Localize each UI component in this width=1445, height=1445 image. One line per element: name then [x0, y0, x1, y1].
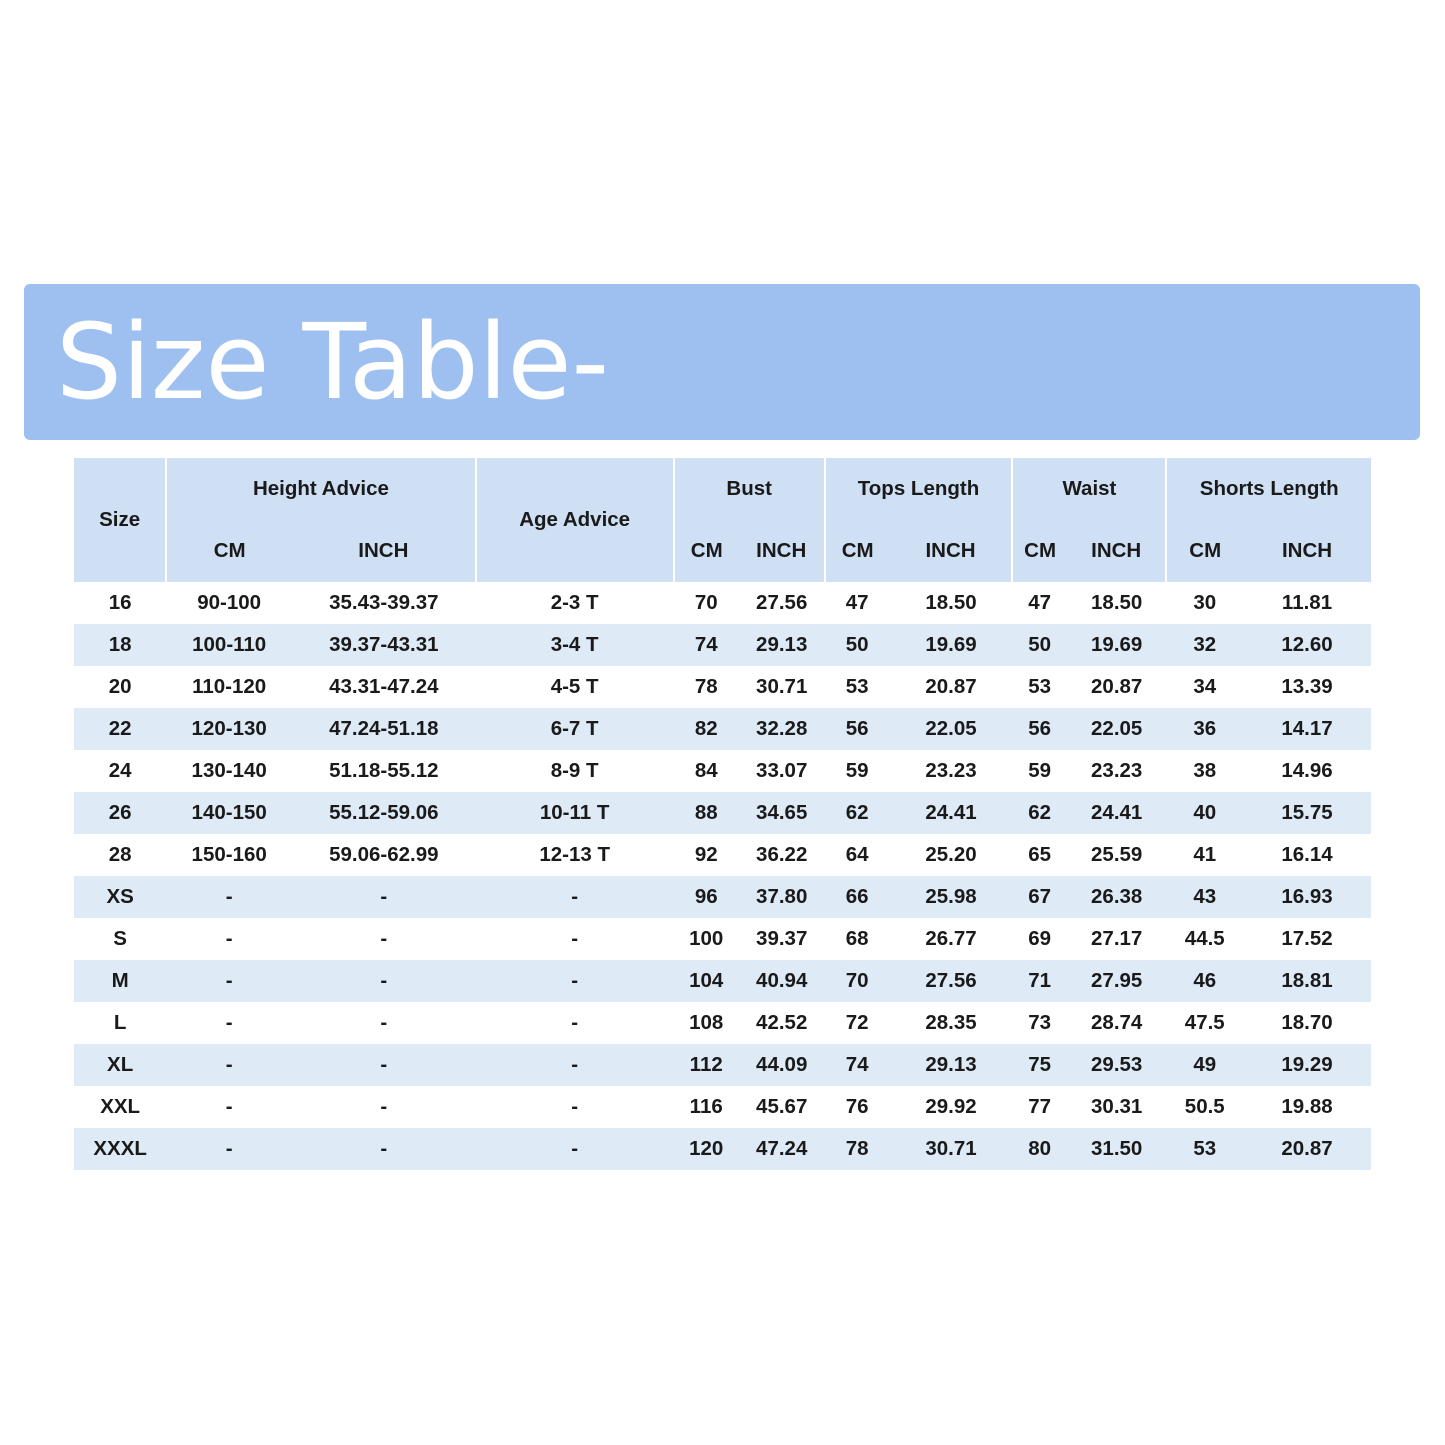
table-cell-size: 28	[74, 834, 166, 876]
table-cell: 51.18-55.12	[292, 750, 475, 792]
table-cell: 41	[1166, 834, 1243, 876]
table-cell: 46	[1166, 960, 1243, 1002]
table-cell: 30.71	[739, 666, 825, 708]
table-cell: 8-9 T	[476, 750, 674, 792]
table-cell: 43	[1166, 876, 1243, 918]
unit-bust-inch: INCH	[739, 520, 825, 582]
table-cell-size: M	[74, 960, 166, 1002]
table-cell: -	[166, 1128, 292, 1170]
table-row	[74, 1086, 1371, 1128]
table-cell: 67	[1012, 876, 1067, 918]
table-cell: 59	[1012, 750, 1067, 792]
table-cell: -	[292, 960, 475, 1002]
table-row	[74, 582, 1371, 624]
table-cell-size: L	[74, 1002, 166, 1044]
table-cell: 47.24-51.18	[292, 708, 475, 750]
table-row	[74, 666, 1371, 708]
table-cell: 14.17	[1243, 708, 1371, 750]
table-cell: 140-150	[166, 792, 292, 834]
table-cell: 96	[674, 876, 739, 918]
table-cell: 110-120	[166, 666, 292, 708]
table-row	[74, 1128, 1371, 1170]
unit-tops-cm: CM	[825, 520, 890, 582]
table-cell: 29.92	[890, 1086, 1013, 1128]
table-cell: 53	[1012, 666, 1067, 708]
table-row	[74, 918, 1371, 960]
table-cell: 130-140	[166, 750, 292, 792]
table-cell: 80	[1012, 1128, 1067, 1170]
table-cell: 18.50	[1067, 582, 1167, 624]
table-row	[74, 792, 1371, 834]
table-cell: 69	[1012, 918, 1067, 960]
table-head	[74, 458, 1371, 582]
table-cell: 36	[1166, 708, 1243, 750]
table-cell: 20.87	[1067, 666, 1167, 708]
table-cell: 18.81	[1243, 960, 1371, 1002]
table-cell: 78	[825, 1128, 890, 1170]
header-bust: Bust	[674, 458, 825, 520]
table-cell-size: XS	[74, 876, 166, 918]
unit-bust-cm: CM	[674, 520, 739, 582]
table-cell: 19.69	[890, 624, 1013, 666]
table-cell: 32	[1166, 624, 1243, 666]
table-cell: -	[166, 876, 292, 918]
table-cell: 10-11 T	[476, 792, 674, 834]
table-cell: 120	[674, 1128, 739, 1170]
table-cell: 70	[825, 960, 890, 1002]
table-cell: 19.88	[1243, 1086, 1371, 1128]
table-cell: 56	[1012, 708, 1067, 750]
table-body	[74, 582, 1371, 1170]
header-waist: Waist	[1012, 458, 1166, 520]
table-cell: 6-7 T	[476, 708, 674, 750]
table-cell: -	[292, 1086, 475, 1128]
table-cell: -	[476, 1044, 674, 1086]
table-cell: 25.98	[890, 876, 1013, 918]
table-cell: 50	[1012, 624, 1067, 666]
table-cell: -	[292, 1044, 475, 1086]
table-cell: 66	[825, 876, 890, 918]
table-cell: -	[292, 1002, 475, 1044]
header-shorts-length: Shorts Length	[1166, 458, 1371, 520]
table-cell: -	[292, 918, 475, 960]
table-cell: 74	[674, 624, 739, 666]
table-cell: 84	[674, 750, 739, 792]
table-cell: 74	[825, 1044, 890, 1086]
table-cell: 88	[674, 792, 739, 834]
table-cell: 23.23	[890, 750, 1013, 792]
unit-height-cm: CM	[166, 520, 292, 582]
table-cell-size: 26	[74, 792, 166, 834]
table-cell: 39.37-43.31	[292, 624, 475, 666]
table-cell: 36.22	[739, 834, 825, 876]
table-cell: 30.71	[890, 1128, 1013, 1170]
table-cell: 13.39	[1243, 666, 1371, 708]
size-table-container	[74, 458, 1371, 1170]
table-cell: 30.31	[1067, 1086, 1167, 1128]
table-cell: -	[476, 876, 674, 918]
table-cell: 28.35	[890, 1002, 1013, 1044]
table-cell: 44.5	[1166, 918, 1243, 960]
table-cell: 70	[674, 582, 739, 624]
table-cell: 27.56	[890, 960, 1013, 1002]
table-cell: 22.05	[890, 708, 1013, 750]
table-cell: 34	[1166, 666, 1243, 708]
table-cell: 62	[825, 792, 890, 834]
table-cell: 17.52	[1243, 918, 1371, 960]
table-cell: 75	[1012, 1044, 1067, 1086]
table-cell: -	[166, 960, 292, 1002]
table-cell: 26.38	[1067, 876, 1167, 918]
table-cell: 19.69	[1067, 624, 1167, 666]
table-row	[74, 876, 1371, 918]
table-cell: -	[166, 1002, 292, 1044]
table-cell: -	[166, 1044, 292, 1086]
unit-height-inch: INCH	[292, 520, 475, 582]
table-cell: 92	[674, 834, 739, 876]
table-cell: 59.06-62.99	[292, 834, 475, 876]
table-cell: 16.93	[1243, 876, 1371, 918]
table-cell: 29.13	[739, 624, 825, 666]
table-cell: 30	[1166, 582, 1243, 624]
table-cell-size: S	[74, 918, 166, 960]
table-cell: 4-5 T	[476, 666, 674, 708]
header-age-advice: Age Advice	[476, 458, 674, 582]
table-cell: 40.94	[739, 960, 825, 1002]
unit-shorts-cm: CM	[1166, 520, 1243, 582]
table-cell: 29.53	[1067, 1044, 1167, 1086]
table-cell: -	[476, 1086, 674, 1128]
table-cell: 39.37	[739, 918, 825, 960]
table-cell: 100-110	[166, 624, 292, 666]
table-cell: 112	[674, 1044, 739, 1086]
table-cell: 47	[1012, 582, 1067, 624]
table-cell: 15.75	[1243, 792, 1371, 834]
table-cell: 34.65	[739, 792, 825, 834]
table-cell: 68	[825, 918, 890, 960]
table-cell: 20.87	[890, 666, 1013, 708]
table-cell-size: 22	[74, 708, 166, 750]
table-cell: 50.5	[1166, 1086, 1243, 1128]
table-cell-size: 16	[74, 582, 166, 624]
table-cell: 77	[1012, 1086, 1067, 1128]
table-cell: -	[476, 918, 674, 960]
table-cell: 59	[825, 750, 890, 792]
table-cell: 40	[1166, 792, 1243, 834]
table-cell: -	[476, 1128, 674, 1170]
table-cell: 20.87	[1243, 1128, 1371, 1170]
table-row	[74, 960, 1371, 1002]
table-cell: 16.14	[1243, 834, 1371, 876]
table-cell: 2-3 T	[476, 582, 674, 624]
table-cell: 19.29	[1243, 1044, 1371, 1086]
table-cell: 55.12-59.06	[292, 792, 475, 834]
table-cell: 28.74	[1067, 1002, 1167, 1044]
table-cell: 53	[825, 666, 890, 708]
title-banner	[24, 284, 1420, 440]
table-cell: 23.23	[1067, 750, 1167, 792]
table-cell: 3-4 T	[476, 624, 674, 666]
table-cell: 56	[825, 708, 890, 750]
table-cell: 32.28	[739, 708, 825, 750]
table-row	[74, 750, 1371, 792]
table-cell-size: XXXL	[74, 1128, 166, 1170]
table-cell: -	[292, 876, 475, 918]
table-cell: 65	[1012, 834, 1067, 876]
table-cell: 38	[1166, 750, 1243, 792]
table-cell: 18.70	[1243, 1002, 1371, 1044]
table-cell: 108	[674, 1002, 739, 1044]
table-cell: 53	[1166, 1128, 1243, 1170]
table-cell: 76	[825, 1086, 890, 1128]
table-cell-size: 18	[74, 624, 166, 666]
table-cell: 100	[674, 918, 739, 960]
header-tops-length: Tops Length	[825, 458, 1013, 520]
table-group-header-row	[74, 458, 1371, 520]
table-cell: 90-100	[166, 582, 292, 624]
table-cell: 25.20	[890, 834, 1013, 876]
table-cell: 47.5	[1166, 1002, 1243, 1044]
table-cell: 33.07	[739, 750, 825, 792]
table-cell-size: 24	[74, 750, 166, 792]
table-cell: 27.17	[1067, 918, 1167, 960]
table-cell: 27.56	[739, 582, 825, 624]
table-cell: 71	[1012, 960, 1067, 1002]
table-cell: 18.50	[890, 582, 1013, 624]
table-cell: 78	[674, 666, 739, 708]
table-cell: 43.31-47.24	[292, 666, 475, 708]
table-cell: 14.96	[1243, 750, 1371, 792]
table-cell-size: 20	[74, 666, 166, 708]
table-cell-size: XXL	[74, 1086, 166, 1128]
header-size: Size	[74, 458, 166, 582]
table-cell: 64	[825, 834, 890, 876]
unit-waist-inch: INCH	[1067, 520, 1167, 582]
table-cell: 24.41	[1067, 792, 1167, 834]
table-cell: 49	[1166, 1044, 1243, 1086]
table-cell: -	[166, 918, 292, 960]
table-cell: 12-13 T	[476, 834, 674, 876]
table-cell: 26.77	[890, 918, 1013, 960]
table-unit-header-row	[74, 520, 1371, 582]
table-cell: 45.67	[739, 1086, 825, 1128]
unit-waist-cm: CM	[1012, 520, 1067, 582]
table-cell: -	[166, 1086, 292, 1128]
size-table	[74, 458, 1371, 1170]
table-cell: 116	[674, 1086, 739, 1128]
unit-shorts-inch: INCH	[1243, 520, 1371, 582]
table-cell: -	[476, 960, 674, 1002]
table-cell: 12.60	[1243, 624, 1371, 666]
table-cell: 72	[825, 1002, 890, 1044]
table-cell: -	[476, 1002, 674, 1044]
table-cell: 150-160	[166, 834, 292, 876]
table-cell: 62	[1012, 792, 1067, 834]
table-cell: 29.13	[890, 1044, 1013, 1086]
table-cell: 37.80	[739, 876, 825, 918]
table-cell-size: XL	[74, 1044, 166, 1086]
table-cell: 11.81	[1243, 582, 1371, 624]
table-cell: 47.24	[739, 1128, 825, 1170]
table-cell: 22.05	[1067, 708, 1167, 750]
table-cell: 35.43-39.37	[292, 582, 475, 624]
unit-tops-inch: INCH	[890, 520, 1013, 582]
table-cell: 25.59	[1067, 834, 1167, 876]
table-cell: 24.41	[890, 792, 1013, 834]
table-cell: 47	[825, 582, 890, 624]
table-cell: 104	[674, 960, 739, 1002]
table-row	[74, 708, 1371, 750]
table-cell: 82	[674, 708, 739, 750]
table-cell: -	[292, 1128, 475, 1170]
table-cell: 73	[1012, 1002, 1067, 1044]
table-row	[74, 624, 1371, 666]
page-title: Size Table-	[56, 301, 610, 423]
table-cell: 120-130	[166, 708, 292, 750]
table-cell: 27.95	[1067, 960, 1167, 1002]
table-row	[74, 1002, 1371, 1044]
table-cell: 42.52	[739, 1002, 825, 1044]
table-cell: 50	[825, 624, 890, 666]
table-cell: 31.50	[1067, 1128, 1167, 1170]
table-cell: 44.09	[739, 1044, 825, 1086]
header-height-advice: Height Advice	[166, 458, 475, 520]
table-row	[74, 834, 1371, 876]
table-row	[74, 1044, 1371, 1086]
